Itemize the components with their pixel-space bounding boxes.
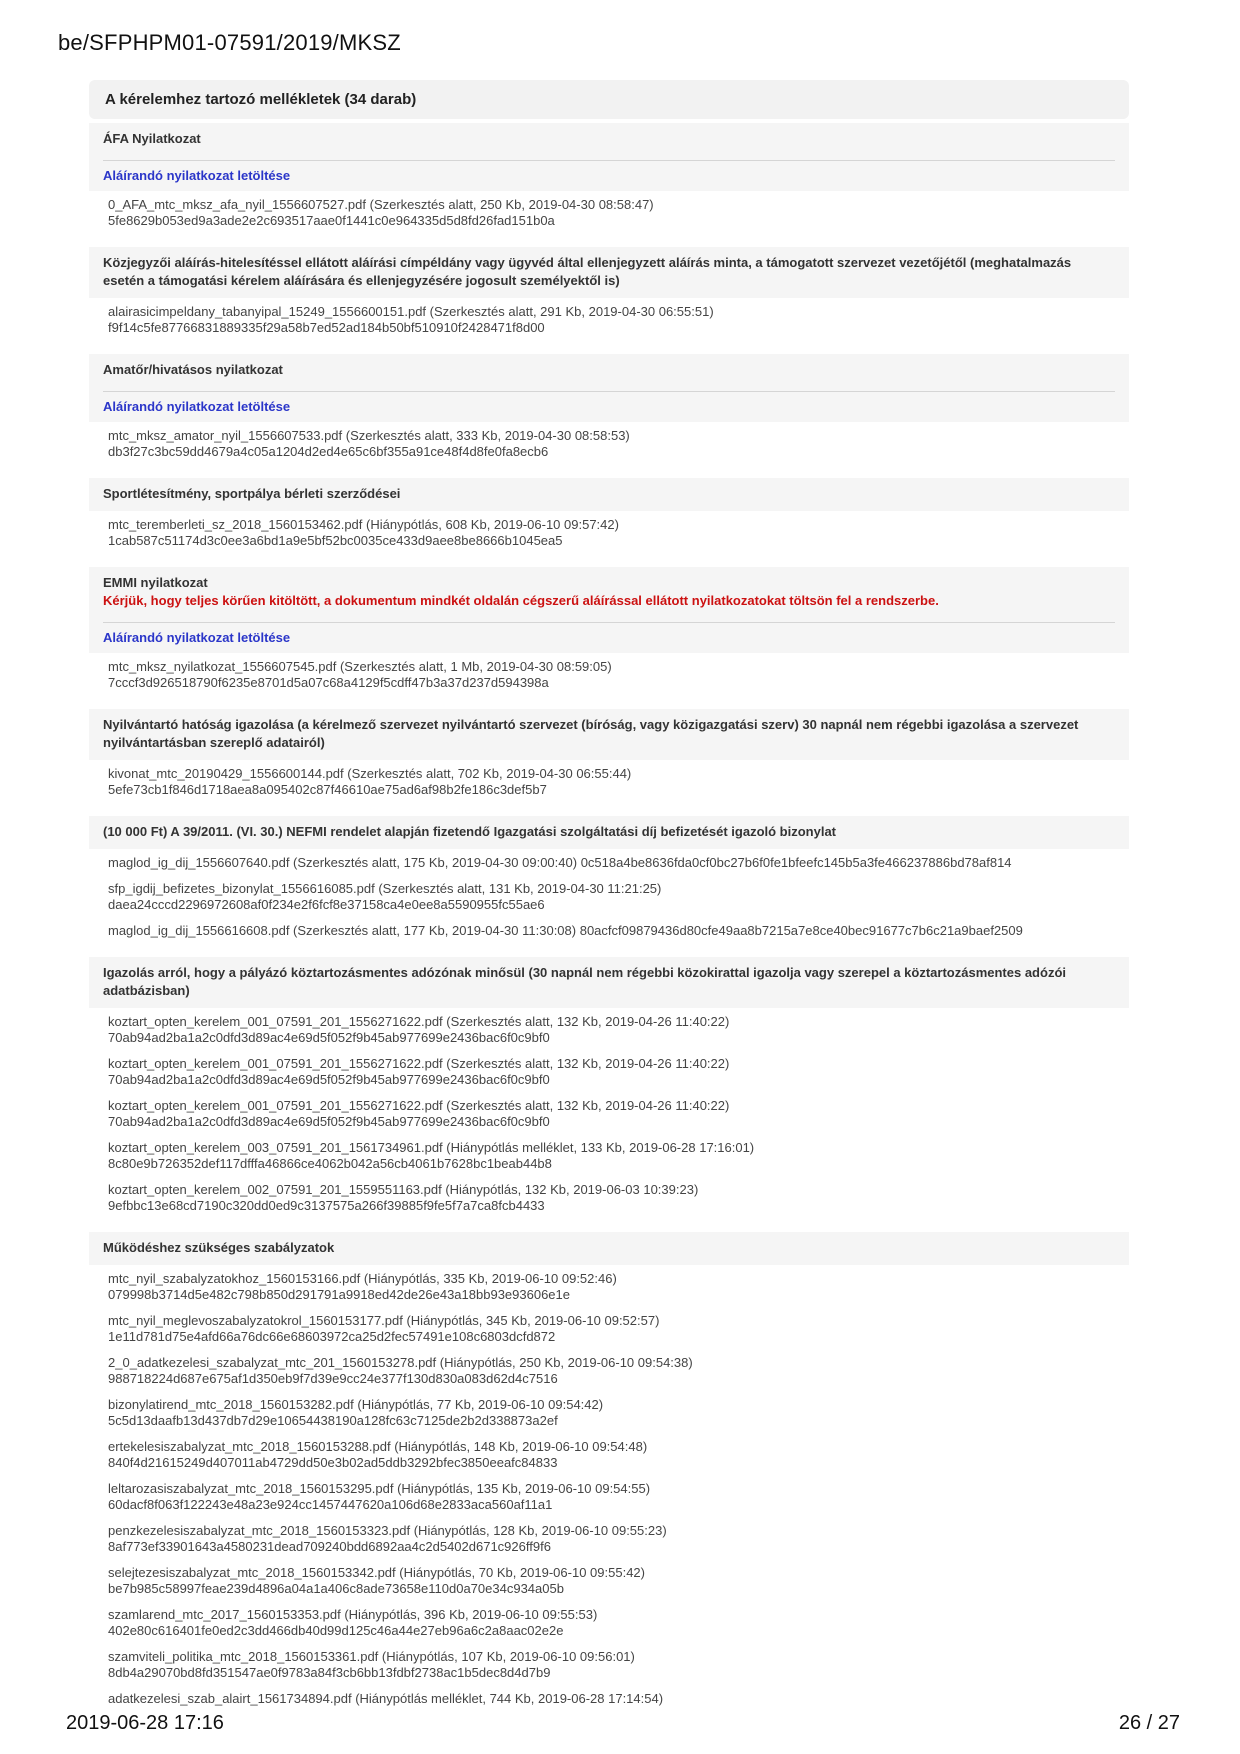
file-hash: 402e80c616401fe0ed2c3dd466db40d99d125c46a44e27eb96a6c2a8aac02e2e (108, 1623, 564, 1638)
file-entry (108, 1098, 1110, 1130)
file-name[interactable]: mtc_nyil_meglevoszabalyzatokrol_1560153177.pdf (Hiánypótlás, 345 Kb, 2019-06-10 09:52:57) (108, 1313, 660, 1328)
file-name[interactable]: szamviteli_politika_mtc_2018_1560153361.pdf (Hiánypótlás, 107 Kb, 2019-06-10 09:56:01) (108, 1649, 635, 1664)
file-entry (108, 1014, 1110, 1046)
attachments-panel (89, 80, 1129, 1721)
file-name[interactable]: selejtezesiszabalyzat_mtc_2018_1560153342.pdf (Hiánypótlás, 70 Kb, 2019-06-10 09:55:42) (108, 1565, 645, 1580)
section-title: Sportlétesítmény, sportpálya bérleti szerződései (103, 486, 401, 501)
file-name[interactable]: szamlarend_mtc_2017_1560153353.pdf (Hiánypótlás, 396 Kb, 2019-06-10 09:55:53) (108, 1607, 598, 1622)
file-hash: f9f14c5fe87766831889335f29a58b7ed52ad184b50bf510910f2428471f8d00 (108, 320, 545, 335)
attachment-section (89, 247, 1129, 350)
file-entry (108, 1313, 1110, 1345)
file-hash: 8db4a29070bd8fd351547ae0f9783a84f3cb6bb13fdbf2738ac1b5dec8d4d7b9 (108, 1665, 551, 1680)
section-header (89, 354, 1129, 387)
file-list (89, 422, 1129, 474)
file-entry (108, 1271, 1110, 1303)
file-name[interactable]: mtc_mksz_nyilatkozat_1556607545.pdf (Szerkesztés alatt, 1 Mb, 2019-04-30 08:59:05) (108, 659, 612, 674)
file-entry (108, 197, 1110, 229)
file-hash: 9efbbc13e68cd7190c320dd0ed9c3137575a266f39885f9fe5f7a7ca8fcb4433 (108, 1198, 545, 1213)
file-entry (108, 1649, 1110, 1681)
file-list (89, 1265, 1129, 1721)
file-hash: 1e11d781d75e4afd66a76dc66e68603972ca25d2fec57491e108c6803dcfd872 (108, 1329, 556, 1344)
file-hash: 70ab94ad2ba1a2c0dfd3d89ac4e69d5f052f9b45ab977699e2436bac6f0c9bf0 (108, 1072, 550, 1087)
file-hash: 7cccf3d926518790f6235e8701d5a07c68a4129f5cdff47b3a37d237d594398a (108, 675, 549, 690)
section-header (89, 816, 1129, 849)
file-hash: 079998b3714d5e482c798b850d291791a9918ed42de26e43a18bb93e93606e1e (108, 1287, 570, 1302)
file-name[interactable]: mtc_teremberleti_sz_2018_1560153462.pdf (Hiánypótlás, 608 Kb, 2019-06-10 09:57:42) (108, 517, 619, 532)
file-list (89, 653, 1129, 705)
file-list (89, 1008, 1129, 1228)
file-hash: 5efe73cb1f846d1718aea8a095402c87f46610ae75ad6af98b2fe186c3def5b7 (108, 782, 547, 797)
file-name[interactable]: 2_0_adatkezelesi_szabalyzat_mtc_201_1560153278.pdf (Hiánypótlás, 250 Kb, 2019-06-10 09:54:38) (108, 1355, 693, 1370)
file-name[interactable]: sfp_igdij_befizetes_bizonylat_1556616085.pdf (Szerkesztés alatt, 131 Kb, 2019-04-30 11:21:25) (108, 881, 662, 896)
file-list (89, 760, 1129, 812)
file-hash: 8c80e9b726352def117dfffa46866ce4062b042a56cb4061b7628bc1beab44b8 (108, 1156, 552, 1171)
attachment-section (89, 567, 1129, 705)
section-header (89, 247, 1129, 298)
file-entry (108, 1355, 1110, 1387)
file-hash: be7b985c58997feae239d4896a04a1a406c8ade73658e110d0a70e34c934a05b (108, 1581, 564, 1596)
attachment-section (89, 354, 1129, 474)
section-title: EMMI nyilatkozat (103, 575, 208, 590)
file-entry (108, 1691, 1110, 1707)
section-title: Nyilvántartó hatóság igazolása (a kérelmező szervezet nyilvántartó szervezet (bíróság, vagy közigazgatási szerv) 30 napnál nem régebbi igazolása a szervezet nyilvántartásban szereplő adatairól) (103, 717, 1079, 750)
file-entry (108, 1481, 1110, 1513)
file-entry (108, 1140, 1110, 1172)
file-entry (108, 881, 1110, 913)
download-link-row (89, 387, 1129, 422)
file-name[interactable]: ertekelesiszabalyzat_mtc_2018_1560153288.pdf (Hiánypótlás, 148 Kb, 2019-06-10 09:54:48) (108, 1439, 648, 1454)
file-name[interactable]: 0_AFA_mtc_mksz_afa_nyil_1556607527.pdf (Szerkesztés alatt, 250 Kb, 2019-04-30 08:58:47) (108, 197, 654, 212)
file-hash: daea24cccd2296972608af0f234e2f6fcf8e37158ca4e0ee8a5590955fc55ae6 (108, 897, 545, 912)
download-link-row (89, 618, 1129, 653)
file-hash: 840f4d21615249d407011ab4729dd50e3b02ad5ddb3292bfec3850eeafc84833 (108, 1455, 558, 1470)
section-title: ÁFA Nyilatkozat (103, 131, 201, 146)
file-entry (108, 428, 1110, 460)
section-title: Igazolás arról, hogy a pályázó köztartozásmentes adózónak minősül (30 napnál nem régebbi közokirattal igazolja vagy szerepel a köztartozásmentes adózói adatbázisban) (103, 965, 1066, 998)
file-list (89, 298, 1129, 350)
file-name[interactable]: penzkezelesiszabalyzat_mtc_2018_1560153323.pdf (Hiánypótlás, 128 Kb, 2019-06-10 09:55:23) (108, 1523, 667, 1538)
attachment-section (89, 709, 1129, 812)
file-entry (108, 1056, 1110, 1088)
file-name[interactable]: koztart_opten_kerelem_001_07591_201_1556271622.pdf (Szerkesztés alatt, 132 Kb, 2019-04-26 11:40:22) (108, 1098, 730, 1113)
file-entry (108, 1182, 1110, 1214)
download-statement-link[interactable]: Aláírandó nyilatkozat letöltése (103, 622, 1115, 653)
file-entry (108, 923, 1110, 939)
file-entry (108, 1565, 1110, 1597)
attachment-section (89, 1232, 1129, 1721)
file-name[interactable]: bizonylatirend_mtc_2018_1560153282.pdf (Hiánypótlás, 77 Kb, 2019-06-10 09:54:42) (108, 1397, 604, 1412)
file-name[interactable]: koztart_opten_kerelem_001_07591_201_1556271622.pdf (Szerkesztés alatt, 132 Kb, 2019-04-26 11:40:22) (108, 1014, 730, 1029)
file-hash: 5c5d13daafb13d437db7d29e10654438190a128fc63c7125de2b2d338873a2ef (108, 1413, 558, 1428)
download-link-row (89, 156, 1129, 191)
file-hash: 70ab94ad2ba1a2c0dfd3d89ac4e69d5f052f9b45ab977699e2436bac6f0c9bf0 (108, 1030, 550, 1045)
file-list (89, 191, 1129, 243)
section-title: Közjegyzői aláírás-hitelesítéssel ellátott aláírási címpéldány vagy ügyvéd által ellenjegyzett aláírás minta, a támogatott szervezet vezetőjétől (meghatalmazás esetén a támogatási kérelem aláírására és ellenjegyzésére jogosult személyektől is) (103, 255, 1072, 288)
file-name[interactable]: alairasicimpeldany_tabanyipal_15249_1556600151.pdf (Szerkesztés alatt, 291 Kb, 2019-04-30 06:55:51) (108, 304, 714, 319)
file-name[interactable]: maglod_ig_dij_1556616608.pdf (Szerkesztés alatt, 177 Kb, 2019-04-30 11:30:08) (108, 923, 577, 938)
section-header (89, 123, 1129, 156)
panel-title: A kérelemhez tartozó mellékletek (34 darab) (89, 80, 1129, 119)
attachment-section (89, 957, 1129, 1228)
file-name[interactable]: mtc_mksz_amator_nyil_1556607533.pdf (Szerkesztés alatt, 333 Kb, 2019-04-30 08:58:53) (108, 428, 630, 443)
file-name[interactable]: mtc_nyil_szabalyzatokhoz_1560153166.pdf (Hiánypótlás, 335 Kb, 2019-06-10 09:52:46) (108, 1271, 617, 1286)
file-name[interactable]: koztart_opten_kerelem_002_07591_201_1559551163.pdf (Hiánypótlás, 132 Kb, 2019-06-03 10:39:23) (108, 1182, 699, 1197)
file-hash: 8af773ef33901643a4580231dead709240bdd6892aa4c2d5402d671c926ff9f6 (108, 1539, 551, 1554)
file-name[interactable]: maglod_ig_dij_1556607640.pdf (Szerkesztés alatt, 175 Kb, 2019-04-30 09:00:40) (108, 855, 578, 870)
file-hash: 80acfcf09879436d80cfe49aa8b7215a7e8ce40bec91677c7b6c21a9baef2509 (579, 923, 1023, 938)
section-title: Amatőr/hivatásos nyilatkozat (103, 362, 283, 377)
section-title: (10 000 Ft) A 39/2011. (VI. 30.) NEFMI rendelet alapján fizetendő Igazgatási szolgáltatási díj befizetését igazoló bizonylat (103, 824, 837, 839)
file-name[interactable]: koztart_opten_kerelem_001_07591_201_1556271622.pdf (Szerkesztés alatt, 132 Kb, 2019-04-26 11:40:22) (108, 1056, 730, 1071)
attachment-sections (89, 123, 1129, 1721)
footer-page-number: 26 / 27 (1118, 1712, 1180, 1734)
file-hash: 0c518a4be8636fda0cf0bc27b6f0fe1bfeefc145b5a3fe466237886bd78af814 (580, 855, 1012, 870)
document-id: be/SFPHPM01-07591/2019/MKSZ (58, 30, 401, 55)
file-hash: 70ab94ad2ba1a2c0dfd3d89ac4e69d5f052f9b45ab977699e2436bac6f0c9bf0 (108, 1114, 550, 1129)
section-header (89, 478, 1129, 511)
attachment-section (89, 816, 1129, 953)
download-statement-link[interactable]: Aláírandó nyilatkozat letöltése (103, 391, 1115, 422)
file-name[interactable]: koztart_opten_kerelem_003_07591_201_1561734961.pdf (Hiánypótlás melléklet, 133 Kb, 2019-06-28 17:16:01) (108, 1140, 755, 1155)
download-statement-link[interactable]: Aláírandó nyilatkozat letöltése (103, 160, 1115, 191)
file-name[interactable]: kivonat_mtc_20190429_1556600144.pdf (Szerkesztés alatt, 702 Kb, 2019-04-30 06:55:44) (108, 766, 632, 781)
file-entry (108, 517, 1110, 549)
file-hash: db3f27c3bc59dd4679a4c05a1204d2ed4e65c6bf355a91ce48f4d8fe0fa8ecb6 (108, 444, 549, 459)
section-header (89, 709, 1129, 760)
file-hash: 5fe8629b053ed9a3ade2e2c693517aae0f1441c0e964335d5d8fd26fad151b0a (108, 213, 555, 228)
file-list (89, 511, 1129, 563)
attachment-section (89, 123, 1129, 243)
file-entry (108, 1607, 1110, 1639)
file-entry (108, 766, 1110, 798)
attachment-section (89, 478, 1129, 563)
file-entry (108, 304, 1110, 336)
file-hash: 1cab587c51174d3c0ee3a6bd1a9e5bf52bc0035ce433d9aee8be8666b1045ea5 (108, 533, 563, 548)
file-entry (108, 1523, 1110, 1555)
file-list (89, 849, 1129, 953)
section-header (89, 567, 1129, 618)
file-hash: 988718224d687e675af1d350eb9f7d39e9cc24e377f130d830a083d62d4c7516 (108, 1371, 558, 1386)
section-header (89, 1232, 1129, 1265)
file-entry (108, 855, 1110, 871)
file-name[interactable]: leltarozasiszabalyzat_mtc_2018_1560153295.pdf (Hiánypótlás, 135 Kb, 2019-06-10 09:54:55) (108, 1481, 651, 1496)
file-entry (108, 1397, 1110, 1429)
file-name[interactable]: adatkezelesi_szab_alairt_1561734894.pdf (Hiánypótlás melléklet, 744 Kb, 2019-06-28 17:14:54) (108, 1691, 664, 1706)
footer-date: 2019-06-28 17:16 (66, 1712, 224, 1734)
file-entry (108, 1439, 1110, 1471)
section-warning: Kérjük, hogy teljes körűen kitöltött, a dokumentum mindkét oldalán cégszerű aláírással ellátott nyilatkozatokat töltsön fel a rendszerbe. (103, 593, 939, 608)
file-hash: 60dacf8f063f122243e48a23e924cc1457447620a106d68e2833aca560af11a1 (108, 1497, 553, 1512)
section-header (89, 957, 1129, 1008)
file-entry (108, 659, 1110, 691)
section-title: Működéshez szükséges szabályzatok (103, 1240, 335, 1255)
